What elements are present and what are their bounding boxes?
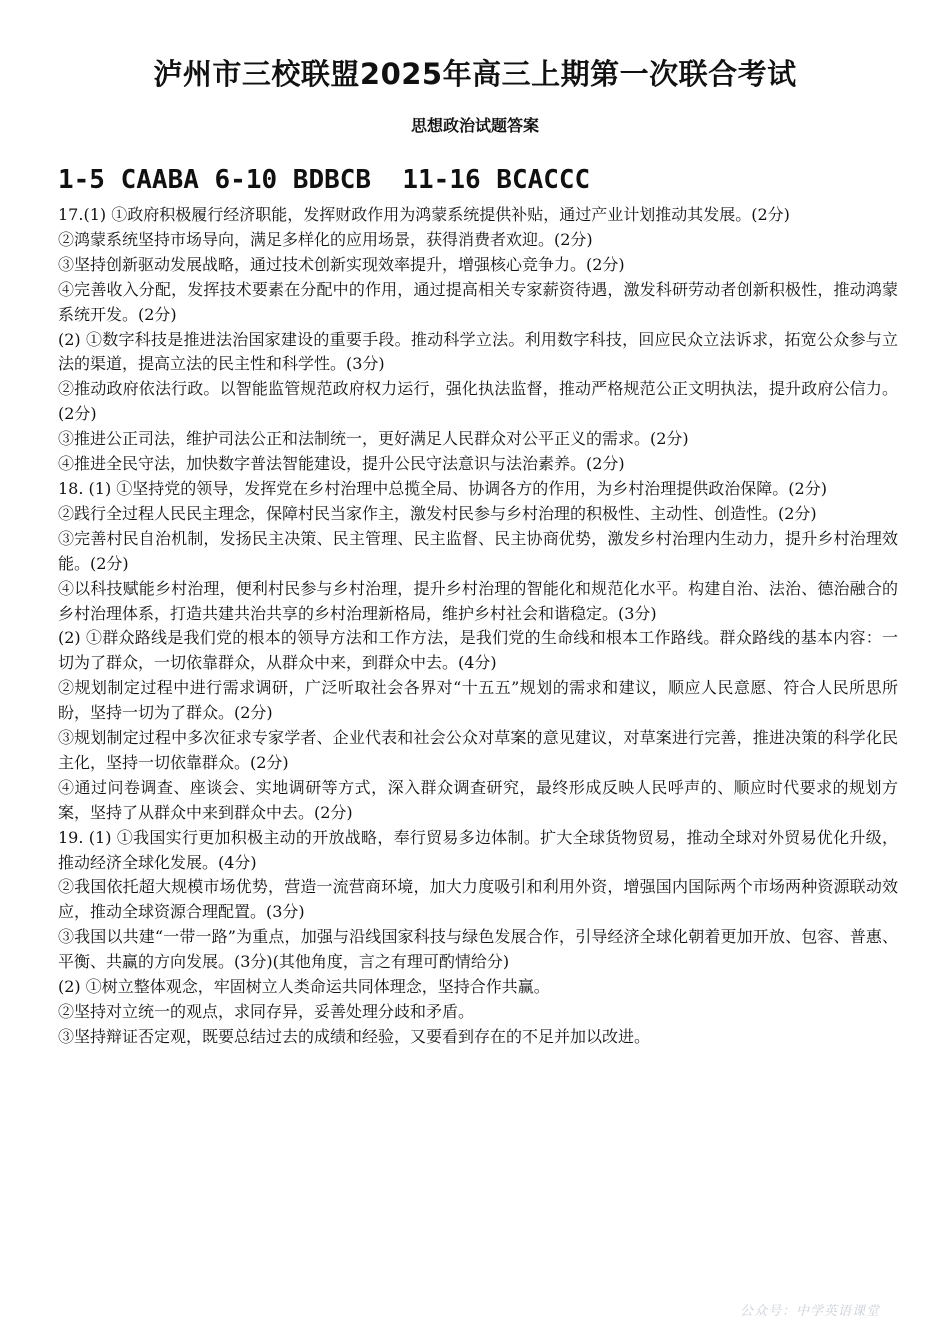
watermark: 公众号：中学英语课堂 xyxy=(739,1304,880,1319)
answer-paragraph: ③坚持辩证否定观，既要总结过去的成绩和经验，又要看到存在的不足并加以改进。 xyxy=(58,1026,651,1046)
answer-paragraph: (2) ①群众路线是我们党的根本的领导方法和工作方法，是我们党的生命线和根本工作路线。群众路线的基本内容：一切为了群众，一切依靠群众，从群众中来，到群众中去。(4分) xyxy=(58,628,898,673)
answer-paragraph: 17.(1) ①政府积极履行经济职能，发挥财政作用为鸿蒙系统提供补贴，通过产业计划推动其发展。(2分) xyxy=(58,205,790,224)
answer-paragraph: ④完善收入分配，发挥技术要素在分配中的作用，通过提高相关专家薪资待遇，激发科研劳动者创新积极性，推动鸿蒙系统开发。(2分) xyxy=(58,279,898,324)
answer-paragraph: 18. (1) ①坚持党的领导，发挥党在乡村治理中总揽全局、协调各方的作用，为乡村治理提供政治保障。(2分) xyxy=(58,478,827,498)
answer-paragraph: ④以科技赋能乡村治理，便利村民参与乡村治理，提升乡村治理的智能化和规范化水平。构建自治、法治、德治融合的乡村治理体系，打造共建共治共享的乡村治理新格局，维护乡村社会和谐稳定。(3分) xyxy=(58,578,898,623)
answer-paragraph: ②坚持对立统一的观点，求同存异，妥善处理分歧和矛盾。 xyxy=(58,1002,475,1021)
answer-paragraph: ④通过问卷调查、座谈会、实地调研等方式，深入群众调查研究，最终形成反映人民呼声的、顺应时代要求的规划方案，坚持了从群众中来到群众中去。(2分) xyxy=(58,777,898,822)
answer-paragraph: ④推进全民守法，加快数字普法智能建设，提升公民守法意识与法治素养。(2分) xyxy=(58,454,625,474)
page-title: 泸州市三校联盟2025年高三上期第一次联合考试 xyxy=(153,57,797,91)
answer-paragraph: ②我国依托超大规模市场优势，营造一流营商环境，加大力度吸引和利用外资，增强国内国际两个市场两种资源联动效应，推动全球资源合理配置。(3分) xyxy=(58,877,898,922)
answer-paragraph: ③推进公正司法，维护司法公正和法制统一，更好满足人民群众对公平正义的需求。(2分) xyxy=(58,429,689,449)
answer-paragraph: 19. (1) ①我国实行更加积极主动的开放战略，奉行贸易多边体制。扩大全球货物贸易，推动全球对外贸易优化升级，推动经济全球化发展。(4分) xyxy=(58,827,898,872)
answer-body xyxy=(58,203,898,1050)
answer-paragraph: ③坚持创新驱动发展战略，通过技术创新实现效率提升，增强核心竞争力。(2分) xyxy=(58,254,625,274)
answer-paragraph: ②践行全过程人民民主理念，保障村民当家作主，激发村民参与乡村治理的积极性、主动性、创造性。(2分) xyxy=(58,503,817,523)
answer-paragraph: (2) ①树立整体观念，牢固树立人类命运共同体理念，坚持合作共赢。 xyxy=(58,977,550,997)
page-subtitle: 思想政治试题答案 xyxy=(410,116,539,135)
answer-paragraph: (2) ①数字科技是推进法治国家建设的重要手段。推动科学立法。利用数字科技，回应民众立法诉求，拓宽公众参与立法的渠道，提高立法的民主性和科学性。(3分) xyxy=(58,329,898,374)
answer-paragraph: ②推动政府依法行政。以智能监管规范政府权力运行，强化执法监督，推动严格规范公正文明执法，提升政府公信力。(2分) xyxy=(58,379,898,424)
answer-paragraph: ②鸿蒙系统坚持市场导向，满足多样化的应用场景，获得消费者欢迎。(2分) xyxy=(58,229,593,249)
answer-paragraph: ③完善村民自治机制，发扬民主决策、民主管理、民主监督、民主协商优势，激发乡村治理内生动力，提升乡村治理效能。(2分) xyxy=(58,528,898,573)
answer-paragraph: ③我国以共建“一带一路”为重点，加强与沿线国家科技与绿色发展合作，引导经济全球化朝着更加开放、包容、普惠、平衡、共赢的方向发展。(3分)(其他角度，言之有理可酌情给分) xyxy=(58,927,898,972)
answer-paragraph: ③规划制定过程中多次征求专家学者、企业代表和社会公众对草案的意见建议，对草案进行完善，推进决策的科学化民主化，坚持一切依靠群众。(2分) xyxy=(58,728,898,772)
answer-paragraph: ②规划制定过程中进行需求调研，广泛听取社会各界对“十五五”规划的需求和建议，顺应人民意愿、符合人民所思所盼，坚持一切为了群众。(2分) xyxy=(58,678,898,723)
multiple-choice-answer-key: 1-5 CAABA 6-10 BDBCB 11-16 BCACCC xyxy=(58,165,591,195)
